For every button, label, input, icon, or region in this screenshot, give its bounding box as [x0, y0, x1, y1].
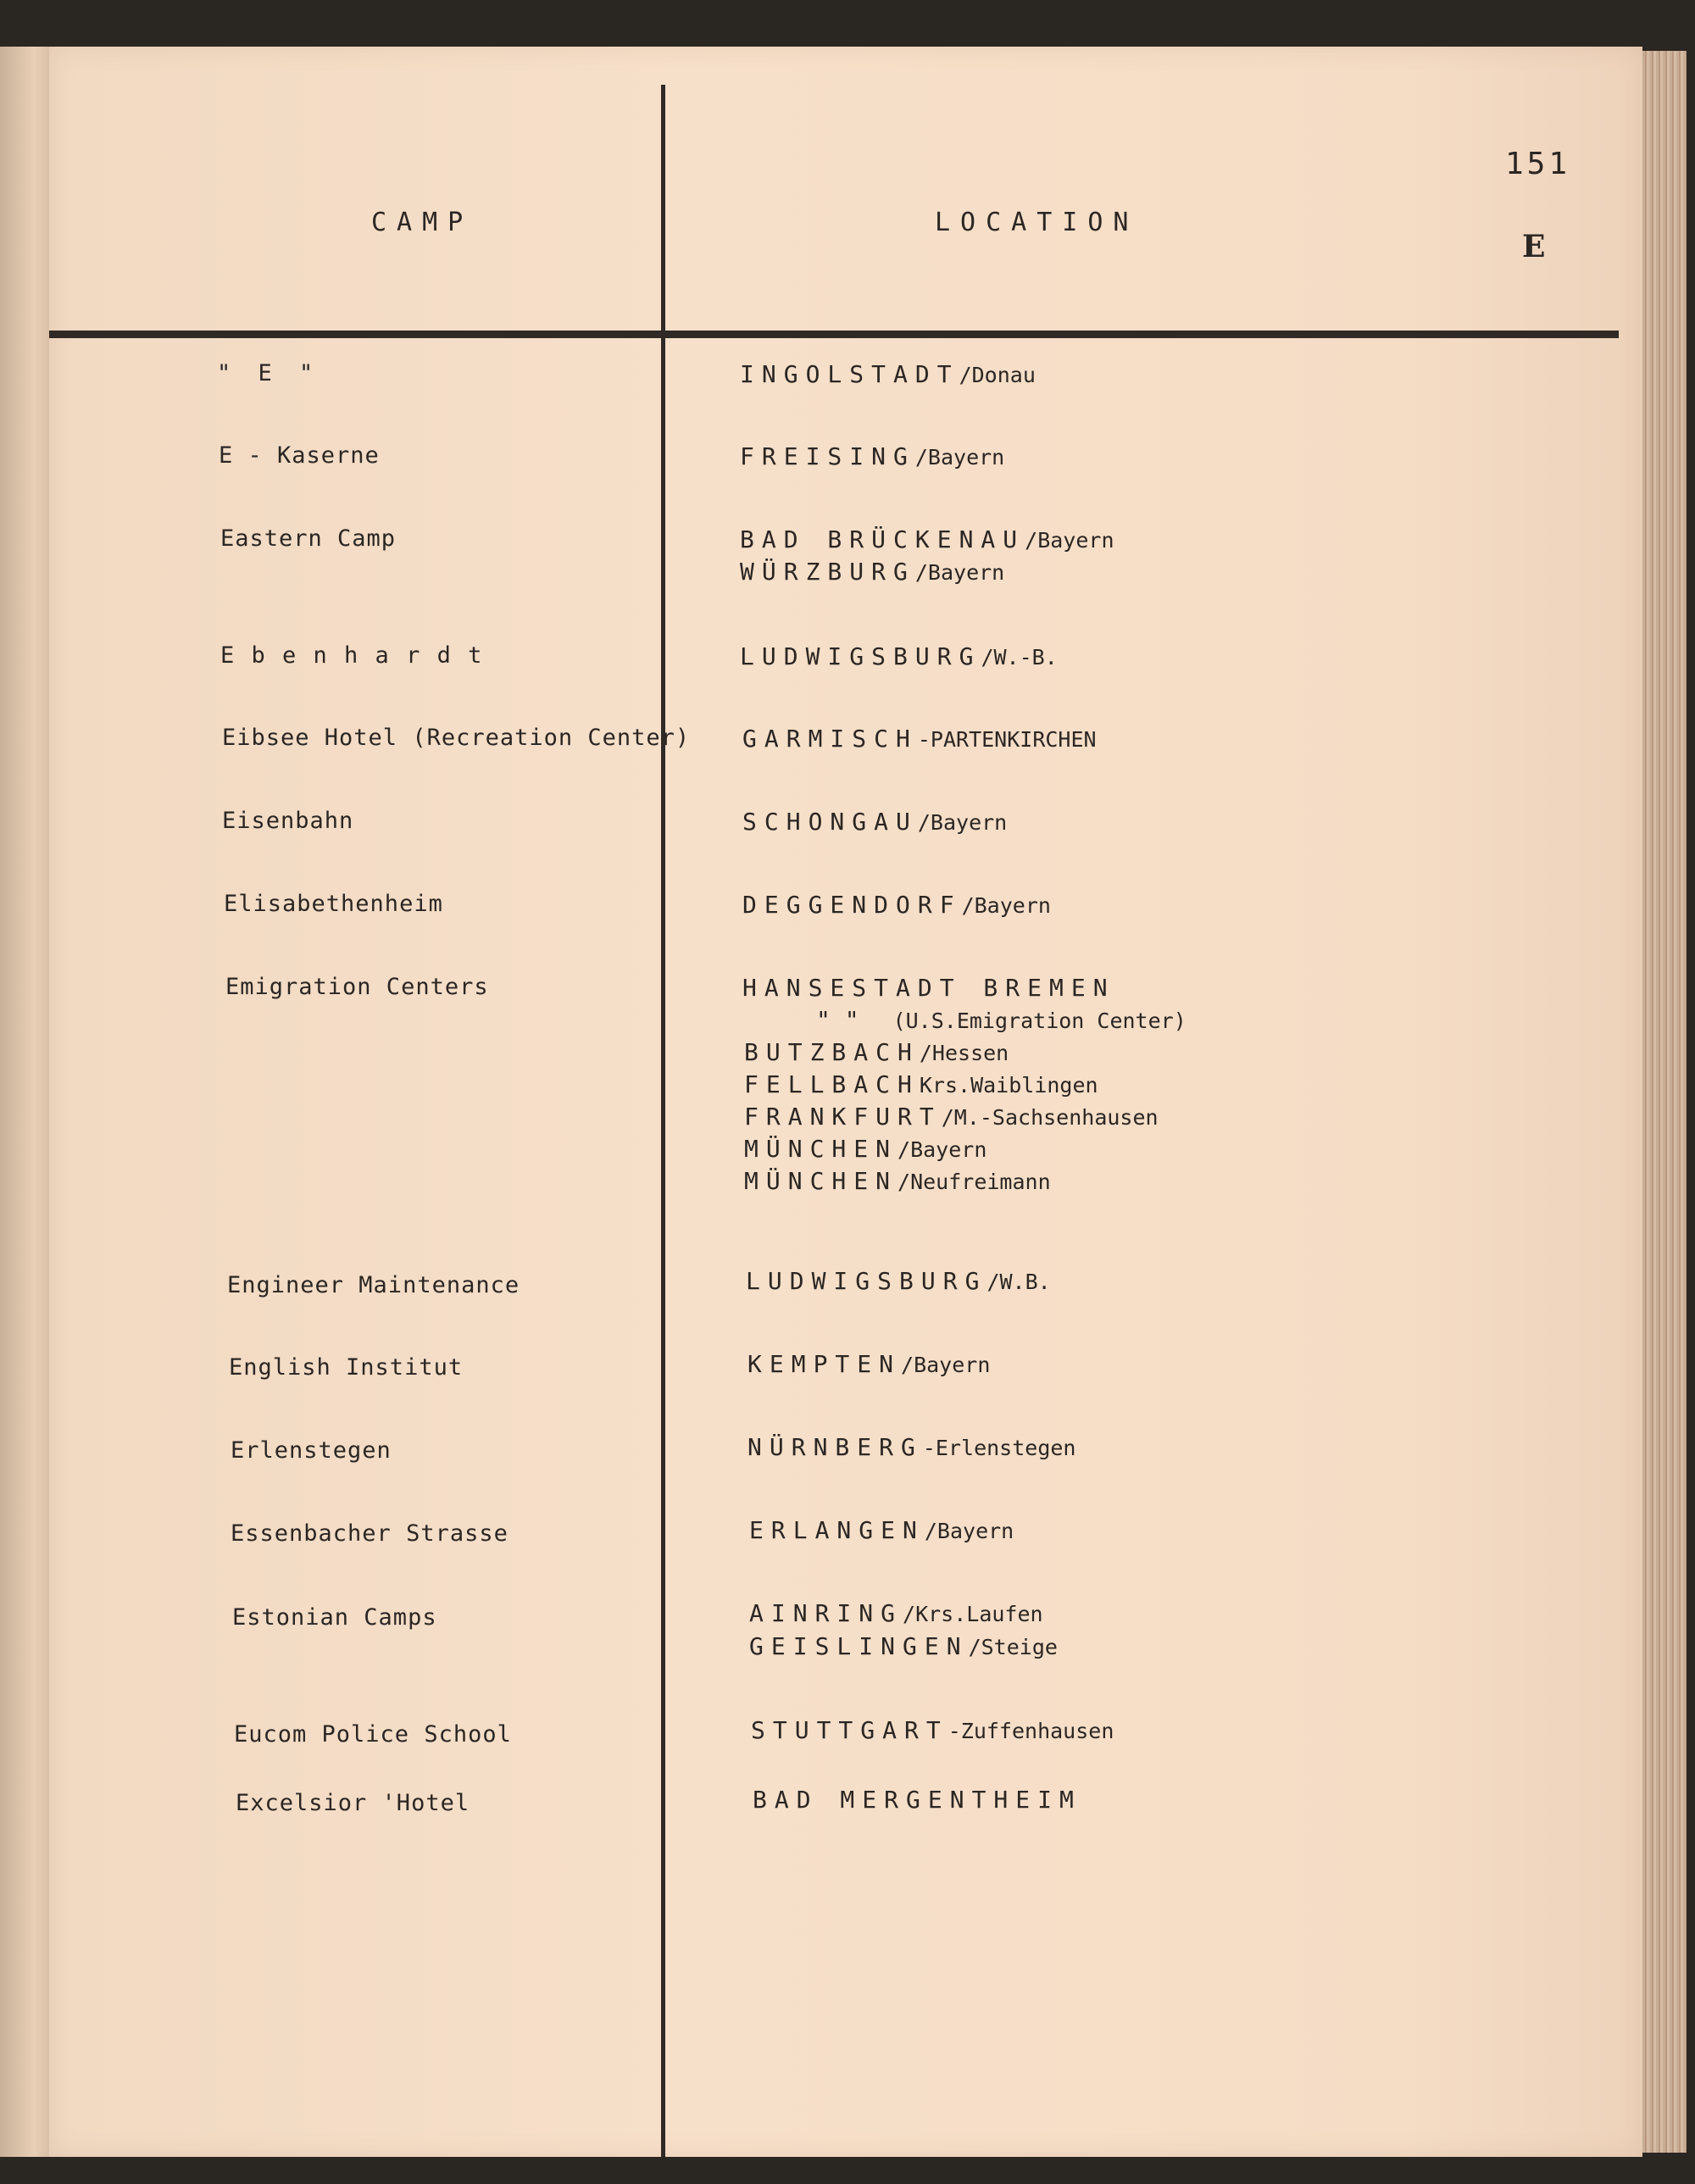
location-city: GEISLINGEN	[749, 1632, 969, 1660]
location-line	[747, 1350, 990, 1378]
location-line	[751, 1716, 1114, 1744]
location-line	[747, 1433, 1075, 1461]
location-line	[744, 1070, 1098, 1098]
location-line	[740, 642, 1058, 670]
location-city: HANSESTADT BREMEN	[742, 974, 1115, 1002]
header-rule	[49, 331, 1619, 338]
camp-name: Engineer Maintenance	[227, 1272, 520, 1298]
location-suffix: /Krs.Laufen	[903, 1602, 1043, 1626]
location-line	[744, 1038, 1009, 1066]
location-city: BAD MERGENTHEIM	[753, 1786, 1081, 1814]
camp-name: English Institut	[229, 1354, 464, 1381]
location-suffix: /Steige	[968, 1635, 1058, 1659]
location-suffix: /Bayern	[898, 1137, 987, 1162]
location-city: INGOLSTADT	[740, 360, 959, 388]
facing-page-edge	[0, 47, 49, 2157]
camp-name: Eisenbahn	[222, 808, 354, 834]
location-suffix: /M.-Sachsenhausen	[941, 1105, 1159, 1130]
location-city: DEGGENDORF	[742, 891, 962, 919]
location-city: KEMPTEN	[747, 1350, 902, 1378]
location-city: LUDWIGSBURG	[740, 642, 981, 670]
location-city: WÜRZBURG	[740, 558, 915, 586]
section-letter: E	[1522, 229, 1546, 264]
location-suffix: /Bayern	[914, 445, 1005, 470]
location-line	[740, 558, 1004, 586]
camp-name: " E "	[217, 360, 320, 386]
location-city: SCHONGAU	[742, 808, 918, 836]
location-suffix: /Bayern	[924, 1519, 1014, 1543]
location-line	[742, 808, 1007, 836]
page-number: 151	[1505, 147, 1571, 181]
camp-name: Eibsee Hotel (Recreation Center)	[222, 725, 691, 751]
location-city: MÜNCHEN	[744, 1135, 898, 1163]
location-city: AINRING	[749, 1599, 903, 1627]
location-city: MÜNCHEN	[744, 1167, 898, 1195]
location-suffix: /W.-B.	[981, 645, 1058, 670]
location-line	[744, 1103, 1159, 1131]
location-suffix: -Erlenstegen	[922, 1436, 1076, 1460]
location-line	[740, 360, 1036, 388]
location-line	[749, 1632, 1058, 1660]
location-line	[742, 891, 1051, 919]
location-city: FREISING	[740, 442, 915, 470]
location-line	[749, 1516, 1014, 1544]
location-suffix: /W.B.	[986, 1270, 1051, 1294]
camp-name: Excelsior 'Hotel	[236, 1790, 470, 1816]
camp-name: Emigration Centers	[225, 974, 489, 1000]
location-suffix: /Donau	[959, 363, 1036, 387]
location-line	[740, 525, 1114, 553]
location-suffix: /Neufreimann	[898, 1170, 1051, 1194]
camp-name: Essenbacher Strasse	[231, 1520, 508, 1547]
location-suffix: Krs.Waiblingen	[919, 1073, 1098, 1098]
location-city: NÜRNBERG	[747, 1433, 923, 1461]
location-line	[744, 1135, 986, 1163]
location-line	[742, 725, 1097, 753]
stacked-page-edges	[1642, 51, 1687, 2153]
location-suffix: /Bayern	[1025, 528, 1114, 553]
camp-name: E - Kaserne	[219, 442, 380, 469]
location-suffix: /Bayern	[914, 560, 1005, 585]
location-suffix: /Bayern	[917, 810, 1008, 835]
location-city: STUTTGART	[751, 1716, 948, 1744]
location-suffix: -Zuffenhausen	[948, 1719, 1114, 1743]
location-line	[742, 974, 1115, 1002]
location-city: BAD BRÜCKENAU	[740, 525, 1025, 553]
location-line	[746, 1267, 1051, 1295]
ditto-mark: " "	[816, 1006, 859, 1034]
location-suffix: /Hessen	[919, 1041, 1009, 1065]
location-line	[740, 442, 1004, 470]
camp-name: Estonian Camps	[232, 1604, 437, 1631]
location-city: FRANKFURT	[744, 1103, 942, 1131]
location-suffix: /Bayern	[961, 893, 1051, 918]
location-line	[749, 1599, 1043, 1627]
camp-name: Erlenstegen	[231, 1437, 392, 1464]
location-column-header: LOCATION	[935, 208, 1139, 237]
location-city: BUTZBACH	[744, 1038, 920, 1066]
location-suffix: (U.S.Emigration Center)	[892, 1009, 1186, 1033]
location-city: ERLANGEN	[749, 1516, 925, 1544]
location-city: LUDWIGSBURG	[746, 1267, 987, 1295]
camp-column-header: CAMP	[371, 208, 474, 237]
location-line	[816, 1006, 1186, 1034]
camp-name: Eucom Police School	[234, 1721, 512, 1748]
location-line	[753, 1786, 1081, 1814]
location-city: FELLBACH	[744, 1070, 920, 1098]
location-suffix: -PARTENKIRCHEN	[917, 727, 1097, 752]
location-suffix: /Bayern	[901, 1353, 991, 1377]
camp-name: Elisabethenheim	[224, 891, 443, 917]
location-city: GARMISCH	[742, 725, 918, 753]
camp-name: E b e n h a r d t	[220, 642, 484, 669]
column-divider	[661, 85, 665, 2157]
document-page	[49, 47, 1642, 2157]
camp-name: Eastern Camp	[220, 525, 397, 552]
location-line	[744, 1167, 1051, 1195]
